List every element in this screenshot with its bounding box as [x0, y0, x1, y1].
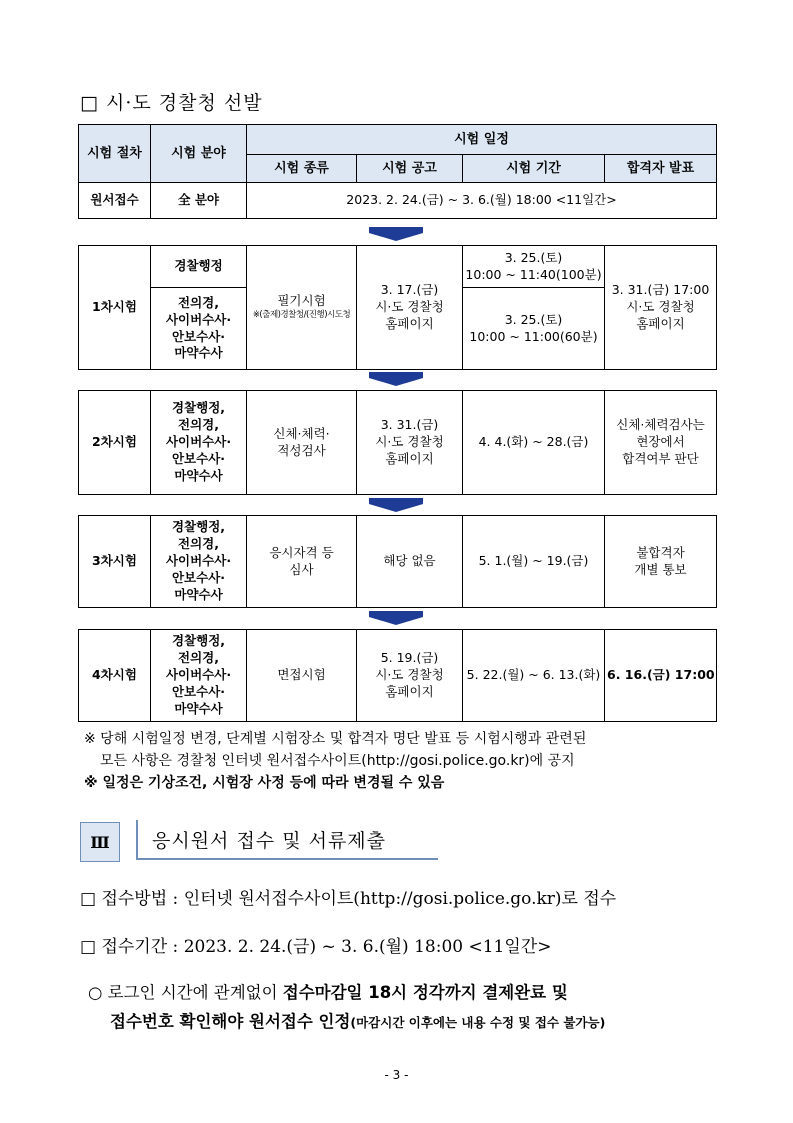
stage3-announcement: 해당 없음 [357, 516, 463, 608]
stage4-period: 5. 22.(월) ~ 6. 13.(화) [463, 630, 605, 722]
bullet-line-1 [88, 978, 728, 1007]
note-line-1: ※ 당해 시험일정 변경, 단계별 시험장소 및 합격자 명단 발표 등 시험시행과 관련된 [84, 731, 587, 747]
stage4-field [151, 630, 247, 722]
bullet-line-2 [88, 1007, 728, 1037]
stage3-result [605, 516, 717, 608]
stage2-exam-type-line: 신체·체력· [273, 425, 330, 441]
stage4-field-line: 경찰행정, [171, 633, 226, 649]
schedule-header-table [78, 124, 717, 219]
stage2-announce-where: 시·도 경찰청 [375, 434, 444, 450]
bullet-small-note: (마감시간 이후에는 내용 수정 및 접수 불가능) [350, 1015, 606, 1030]
application-field: 全 분야 [151, 183, 247, 219]
stage2-announce-page: 홈페이지 [385, 450, 434, 466]
note-line-2: 모든 사항은 경찰청 인터넷 원서접수사이트(http://gosi.police.go.kr)에 공지 [100, 753, 575, 769]
stage4-field-line: 안보수사· [171, 683, 226, 699]
stage2-field [151, 391, 247, 495]
stage1-exam-type [247, 246, 357, 370]
down-arrow-icon [369, 611, 423, 625]
stage1-period-b-date: 3. 25.(토) [504, 311, 563, 327]
stage1-table [78, 245, 717, 370]
section-heading-provincial: □ 시·도 경찰청 선발 [80, 92, 263, 114]
stage2-field-line: 사이버수사· [165, 434, 232, 450]
stage1-period-a-date: 3. 25.(토) [504, 249, 563, 265]
stage4-table [78, 629, 717, 722]
stage1-period-a [463, 246, 605, 288]
stage2-field-line: 경찰행정, [171, 400, 226, 416]
stage3-field [151, 516, 247, 608]
stage3-exam-type-line: 심사 [289, 561, 314, 577]
stage2-field-line: 전의경, [178, 417, 219, 433]
header-announcement: 시험 공고 [357, 155, 463, 183]
stage2-table [78, 390, 717, 495]
stage1-field-b-line: 전의경, [178, 294, 219, 310]
stage4-exam-type: 면접시험 [247, 630, 357, 722]
down-arrow-icon [369, 227, 423, 241]
application-stage: 원서접수 [79, 183, 151, 219]
stage1-field-b-line: 마약수사 [174, 345, 223, 361]
stage1-exam-type-text: 필기시험 [277, 293, 326, 309]
stage2-result-line: 신체·체력검사는 [616, 417, 705, 433]
stage4-result: 6. 16.(금) 17:00 [605, 630, 717, 722]
stage4-announcement [357, 630, 463, 722]
stage1-period-a-time: 10:00 ~ 11:40(100분) [465, 266, 602, 282]
application-method-line: □ 접수방법 : 인터넷 원서접수사이트(http://gosi.police.go.kr)로 접수 [80, 889, 617, 909]
application-period-line: □ 접수기간 : 2023. 2. 24.(금) ~ 3. 6.(월) 18:00 <11일간> [80, 937, 552, 957]
stage3-field-line: 경찰행정, [171, 519, 226, 535]
section3-number-box: Ⅲ [80, 822, 120, 862]
login-notice-bullet [88, 978, 728, 1037]
stage1-result-page: 홈페이지 [636, 315, 685, 331]
stage1-exam-note: ※(출제)경찰청/(진행)시도청 [252, 310, 351, 321]
stage1-announcement [357, 246, 463, 370]
stage4-field-line: 전의경, [178, 650, 219, 666]
stage1-field-b-line: 사이버수사· [165, 311, 232, 327]
stage2-period: 4. 4.(화) ~ 28.(금) [463, 391, 605, 495]
notes-block [84, 728, 724, 794]
stage4-field-line: 마약수사 [174, 700, 223, 716]
stage1-announce-page: 홈페이지 [385, 315, 434, 331]
stage1-result-where: 시·도 경찰청 [626, 299, 695, 315]
stage3-label: 3차시험 [79, 516, 151, 608]
stage1-label: 1차시험 [79, 246, 151, 370]
stage3-field-line: 마약수사 [174, 586, 223, 602]
page-number: - 3 - [384, 1068, 409, 1082]
stage1-period-b [463, 288, 605, 370]
header-field: 시험 분야 [151, 125, 247, 183]
stage3-exam-type [247, 516, 357, 608]
bullet-prefix: ○ 로그인 시간에 관계없이 [88, 983, 283, 1002]
down-arrow-icon [369, 372, 423, 386]
stage3-result-line: 불합격자 [636, 544, 685, 560]
header-result: 합격자 발표 [605, 155, 717, 183]
header-period: 시험 기간 [463, 155, 605, 183]
stage2-result-line: 현장에서 [636, 434, 685, 450]
stage1-announce-where: 시·도 경찰청 [375, 299, 444, 315]
bullet-bold-1: 접수마감일 18시 정각까지 결제완료 및 [282, 983, 568, 1002]
stage1-result-date: 3. 31.(금) 17:00 [611, 282, 710, 298]
stage3-result-line: 개별 통보 [634, 561, 687, 577]
stage4-announce-date: 5. 19.(금) [380, 650, 439, 666]
stage3-exam-type-line: 응시자격 등 [269, 544, 334, 560]
stage4-announce-page: 홈페이지 [385, 683, 434, 699]
header-schedule: 시험 일정 [247, 125, 717, 155]
stage2-field-line: 마약수사 [174, 467, 223, 483]
note-line-3: ※ 일정은 기상조건, 시험장 사정 등에 따라 변경될 수 있음 [84, 775, 445, 791]
section3-title: 응시원서 접수 및 서류제출 [136, 820, 438, 860]
stage2-label: 2차시험 [79, 391, 151, 495]
header-procedure: 시험 절차 [79, 125, 151, 183]
stage1-field-b-line: 안보수사· [171, 328, 226, 344]
stage2-exam-type [247, 391, 357, 495]
stage1-announce-date: 3. 17.(금) [380, 282, 439, 298]
stage3-table [78, 515, 717, 608]
stage2-result-line: 합격여부 판단 [622, 450, 699, 466]
stage2-announcement [357, 391, 463, 495]
application-period: 2023. 2. 24.(금) ~ 3. 6.(월) 18:00 <11일간> [247, 183, 717, 219]
bullet-bold-2: 접수번호 확인해야 원서접수 인정 [110, 1012, 351, 1031]
stage2-announce-date: 3. 31.(금) [380, 417, 439, 433]
stage2-exam-type-line: 적성검사 [277, 442, 326, 458]
stage4-label: 4차시험 [79, 630, 151, 722]
stage3-period: 5. 1.(월) ~ 19.(금) [463, 516, 605, 608]
stage4-field-line: 사이버수사· [165, 667, 232, 683]
down-arrow-icon [369, 498, 423, 512]
stage2-field-line: 안보수사· [171, 450, 226, 466]
stage1-period-b-time: 10:00 ~ 11:00(60분) [469, 328, 598, 344]
stage1-field-b [151, 288, 247, 370]
stage1-field-a: 경찰행정 [151, 246, 247, 288]
header-exam-type: 시험 종류 [247, 155, 357, 183]
stage1-result [605, 246, 717, 370]
stage3-field-line: 전의경, [178, 536, 219, 552]
stage3-field-line: 사이버수사· [165, 553, 232, 569]
stage2-result [605, 391, 717, 495]
stage4-announce-where: 시·도 경찰청 [375, 667, 444, 683]
stage3-field-line: 안보수사· [171, 569, 226, 585]
